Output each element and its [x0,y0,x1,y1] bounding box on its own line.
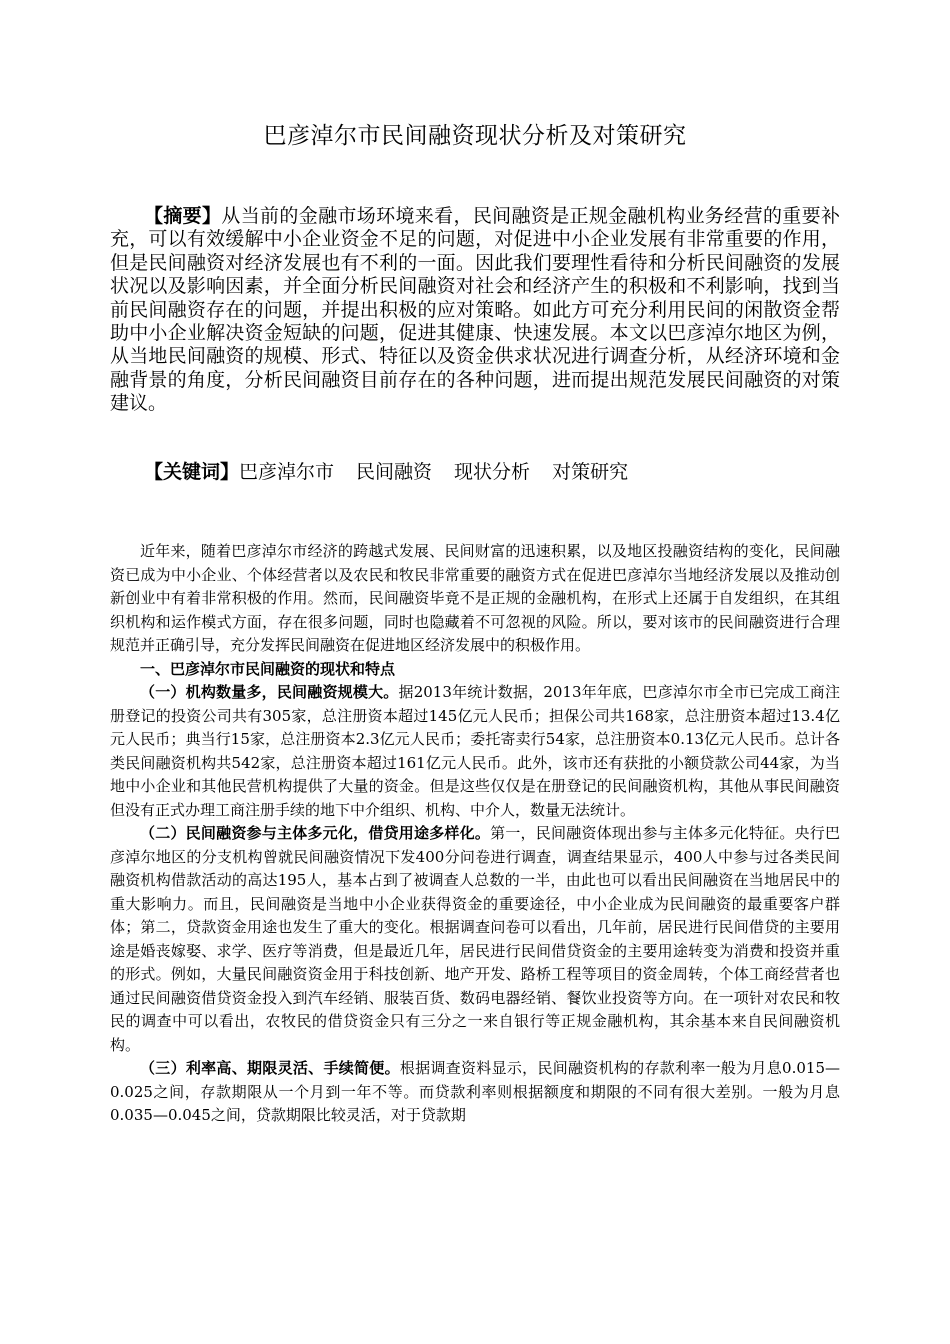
keyword-item: 巴彦淖尔市 [239,461,335,483]
abstract-block [110,205,840,416]
subheading-3: （三）利率高、期限灵活、手续简便。 [140,1059,400,1077]
section-heading: 一、巴彦淖尔市民间融资的现状和特点 [140,659,396,678]
keyword-item: 民间融资 [356,461,433,483]
abstract-text: 从当前的金融市场环境来看，民间融资是正规金融机构业务经营的重要补充，可以有效缓解中小企业资金不足的问题，对促进中小企业发展有非常重要的作用，但是民间融资对经济发展也有不利的一面。因此我们要理性看待和分析民间融资的发展状况以及影响因素，并全面分析民间融资对社会和经济产生的积极和不利影响，找到当前民间融资存在的问题，并提出积极的应对策略。如此方可充分利用民间的闲散资金帮助中小企业解决资金短缺的问题，促进其健康、快速发展。本文以巴彦淖尔地区为例，从当地民间融资的规模、形式、特征以及资金供求状况进行调查分析，从经济环境和金融背景的角度，分析民间融资目前存在的各种问题，进而提出规范发展民间融资的对策建议。 [110,205,840,415]
document-title: 巴彦淖尔市民间融资现状分析及对策研究 [263,123,687,149]
paragraph-sub3 [110,1057,840,1128]
intro-paragraph: 近年来，随着巴彦淖尔市经济的跨越式发展、民间财富的迅速积累，以及地区投融资结构的变化，民间融资已成为中小企业、个体经营者以及农民和牧民非常重要的融资方式在促进巴彦淖尔当地经济发展以及推动创新创业中有着非常积极的作用。然而，民间融资毕竟不是正规的金融机构，在形式上还属于自发组织，在其组织机构和运作模式方面，存在很多问题，同时也隐藏着不可忽视的风险。所以，要对该市的民间融资进行合理规范并正确引导，充分发挥民间融资在促进地区经济发展中的积极作用。 [110,542,840,654]
keyword-item: 现状分析 [454,461,531,483]
paragraph-sub3-text: 根据调查资料显示，民间融资机构的存款利率一般为月息0.015—0.025之间，存款期限从一个月到一年不等。而贷款利率则根据额度和期限的不同有很大差别。一般为月息0.035—0.045之间，贷款期限比较灵活，对于贷款期 [110,1059,840,1124]
keyword-item: 对策研究 [552,461,629,483]
keywords-label: 【关键词】 [144,461,240,483]
paragraph-sub2-text: 第一，民间融资体现出参与主体多元化特征。央行巴彦淖尔地区的分支机构曾就民间融资情况下发400分问卷进行调查，调查结果显示，400人中参与过各类民间融资机构借款活动的高达195人，基本占到了被调查人总数的一半，由此也可以看出民间融资在当地居民中的重大影响力。而且，民间融资是当地中小企业获得资金的重要途径，中小企业成为民间融资的最重要客户群体；第二，贷款资金用途也发生了重大的变化。根据调查问卷可以看出，几年前，居民进行民间借贷的主要用途是婚丧嫁娶、求学、医疗等消费，但是最近几年，居民进行民间借贷资金的主要用途转变为消费和投资并重的形式。例如，大量民间融资资金用于科技创新、地产开发、路桥工程等项目的资金周转，个体工商经营者也通过民间融资借贷资金投入到汽车经销、服装百货、数码电器经销、餐饮业投资等方向。在一项针对农民和牧民的调查中可以看出，农牧民的借贷资金只有三分之一来自银行等正规金融机构，其余基本来自民间融资机构。 [110,824,840,1054]
body-text [110,540,840,1128]
paragraph-sub2 [110,822,840,1057]
subheading-1: （一）机构数量多，民间融资规模大。 [140,683,399,701]
paragraph-sub1-text: 据2013年统计数据，2013年年底，巴彦淖尔市全市已完成工商注册登记的投资公司共有305家，总注册资本超过145亿元人民币；担保公司共168家，总注册资本超过13.4亿元人民币；典当行15家，总注册资本2.3亿元人民币；委托寄卖行54家，总注册资本0.13亿元人民币。总计各类民间融资机构共542家，总注册资本超过161亿元人民币。此外，该市还有获批的小额贷款公司44家，为当地中小企业和其他民营机构提供了大量的资金。但是这些仅仅是在册登记的民间融资机构，其他从事民间融资但没有正式办理工商注册手续的地下中介组织、机构、中介人，数量无法统计。 [110,683,840,819]
abstract-label: 【摘要】 [144,205,222,227]
subheading-2: （二）民间融资参与主体多元化，借贷用途多样化。 [140,824,491,842]
paragraph-sub1 [110,681,840,822]
keywords-block [144,460,844,484]
